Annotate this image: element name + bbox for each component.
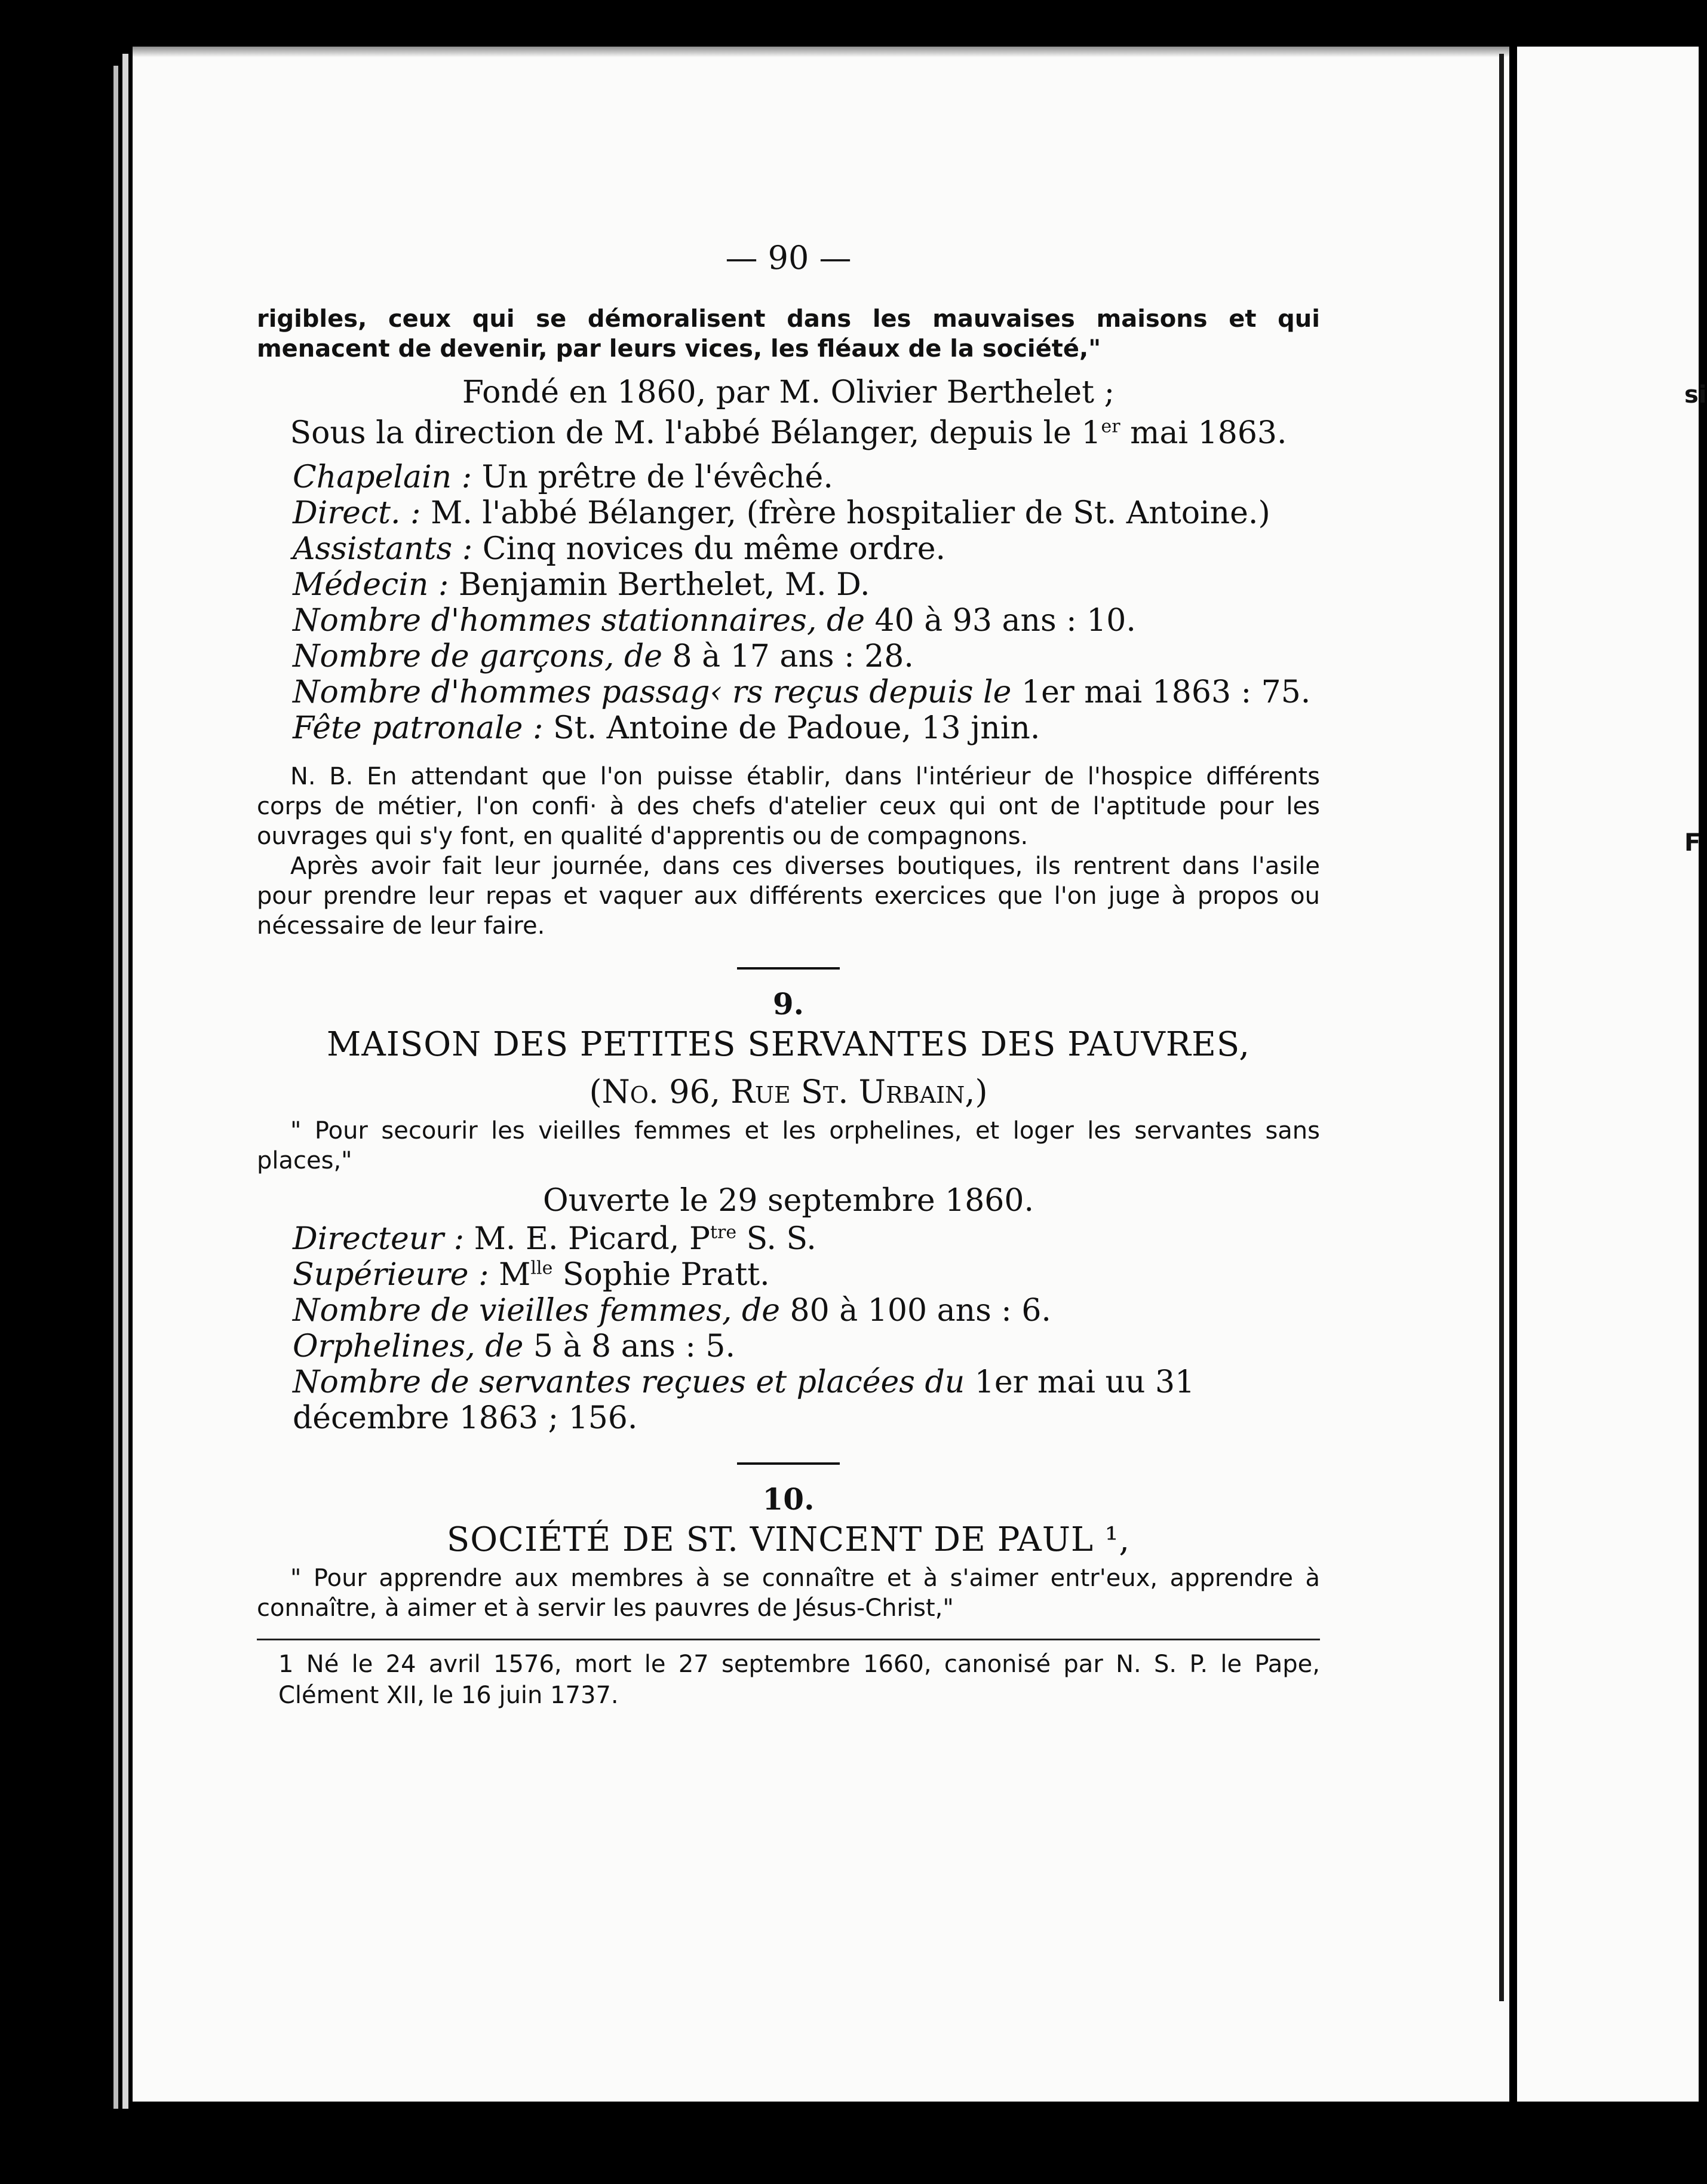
direction-line: Sous la direction de M. l'abbé Bélanger, depuis le 1er mai 1863. — [290, 415, 1287, 451]
entry-garcons: Nombre de garçons, de 8 à 17 ans : 28. — [293, 639, 914, 674]
entry-medecin: Médecin : Benjamin Berthelet, M. D. — [293, 567, 870, 603]
nb-paragraph: N. B. En attendant que l'on puisse établir, dans l'intérieur de l'hospice différents corps de métier, l'on confi· à des chefs d'atelier ceux qui ont de l'aptitude pour les ouvrages qui s'y font, en qualité d'apprentis ou de compagnons. — [257, 763, 1320, 850]
entry-superieure: Supérieure : $M^{lle}$ Sophie Pratt. — [293, 1257, 770, 1293]
entry-hommes-stationnaires: Nombre d'hommes stationnaires, de 40 à 93 ans : 10. — [293, 603, 1136, 639]
entry-directeur-9: Directeur : M. E. Picard, $P^{tre}$ S. S. — [293, 1221, 816, 1257]
facing-page-fragment: si — [1684, 381, 1707, 409]
facing-page-fragment: F — [1684, 829, 1701, 857]
book-gutter — [1499, 54, 1504, 2001]
entry-servantes: Nombre de servantes reçues et placées du 1er mai uu 31 décembre 1863 ; 156. — [293, 1364, 1195, 1436]
facing-page — [1517, 47, 1707, 2102]
section-9-motto: " Pour secourir les vieilles femmes et les orphelines, et loger les servantes sans places," — [257, 1117, 1320, 1174]
section-10-title: SOCIÉTÉ DE ST. VINCENT DE PAUL ¹, — [446, 1520, 1131, 1559]
nb-paragraph-2: Après avoir fait leur journée, dans ces diverses boutiques, ils rentrent dans l'asile pour prendre leur repas et vaquer aux différents exercices que l'on juge à propos ou nécessaire de leur faire. — [257, 852, 1320, 940]
founded-line: Fondé en 1860, par M. Olivier Berthelet ; — [462, 375, 1115, 410]
section-9-address: (No. 96, Rue St. Urbain,) — [589, 1073, 988, 1111]
section-divider — [737, 967, 840, 970]
entry-hommes-passagers: Nombre d'hommes passag‹ rs reçus depuis le 1er mai 1863 : 75. — [293, 674, 1311, 710]
intro-paragraph: rigibles, ceux qui se démoralisent dans les mauvaises maisons et qui menacent de devenir, par leurs vices, les fléaux de la société," — [257, 305, 1320, 363]
section-9-title: MAISON DES PETITES SERVANTES DES PAUVRES, — [327, 1025, 1250, 1064]
page-top-shadow — [133, 47, 1509, 57]
entry-chapelain: Chapelain : Un prêtre de l'évêché. — [293, 459, 833, 495]
section-9-staff-list — [257, 1221, 1320, 1436]
page-number: — 90 — — [725, 239, 852, 277]
entry-assistants: Assistants : Cinq novices du même ordre. — [293, 531, 946, 567]
entry-vieilles-femmes: Nombre de vieilles femmes, de 80 à 100 ans : 6. — [293, 1293, 1051, 1329]
section-divider — [737, 1462, 840, 1465]
entry-directeur: Direct. : M. l'abbé Bélanger, (frère hospitalier de St. Antoine.) — [293, 495, 1270, 531]
entry-orphelines: Orphelines, de 5 à 8 ans : 5. — [293, 1329, 736, 1364]
entry-fete-patronale: Fête patronale : St. Antoine de Padoue, 13 jnin. — [293, 710, 1040, 746]
page-stack-edge — [113, 66, 118, 2109]
section-9-opened: Ouverte le 29 septembre 1860. — [543, 1183, 1034, 1219]
staff-list — [257, 459, 1320, 746]
section-10-number: 10. — [762, 1481, 815, 1517]
footnote-rule — [257, 1639, 1320, 1640]
section-10-motto: " Pour apprendre aux membres à se connaître et à s'aimer entr'eux, apprendre à connaître, à aimer et à servir les pauvres de Jésus-Christ," — [257, 1565, 1320, 1622]
page-content — [257, 239, 1320, 1711]
page-stack-edge — [122, 54, 128, 2109]
footnote: 1 Né le 24 avril 1576, mort le 27 septembre 1660, canonisé par N. S. P. le Pape, Clément XII, le 16 juin 1737. — [278, 1651, 1320, 1709]
section-9-number: 9. — [772, 986, 805, 1022]
